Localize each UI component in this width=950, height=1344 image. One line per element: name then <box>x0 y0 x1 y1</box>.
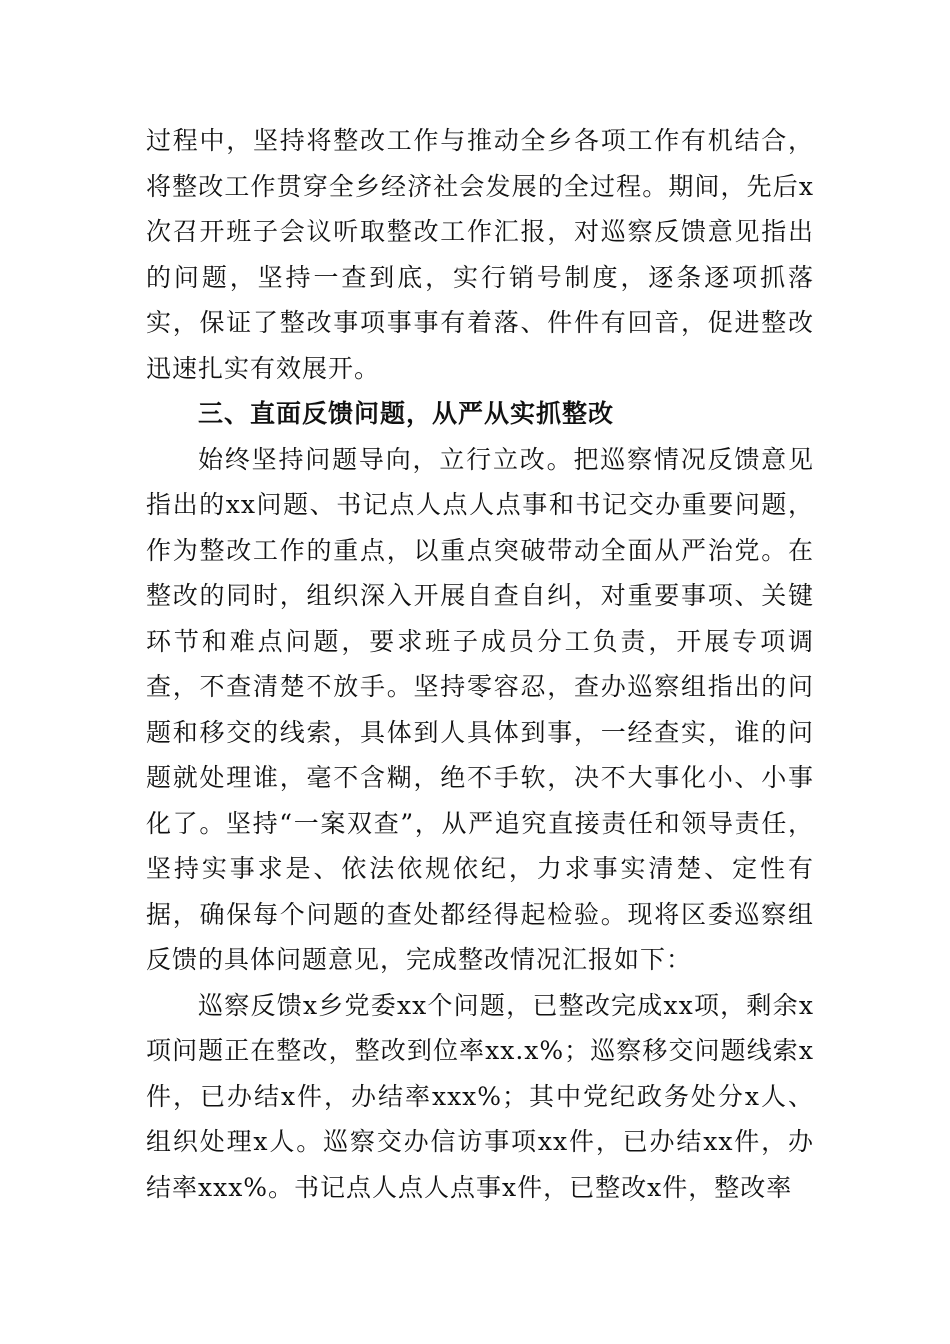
paragraph-rectification-statistics: 巡察反馈x乡党委xx个问题，已整改完成xx项，剩余x项问题正在整改，整改到位率xx.x%；巡察移交问题线索x件，已办结x件，办结率xxx%；其中党纪政务处分x人、组织处理x人。巡察交办信访事项xx件，已办结xx件，办结率xxx%。书记点人点人点事x件，已整改x件，整改率 <box>146 990 814 1202</box>
document-body <box>146 118 814 1210</box>
paragraph-problem-orientation: 始终坚持问题导向，立行立改。把巡察情况反馈意见指出的xx问题、书记点人点人点事和书记交办重要问题，作为整改工作的重点，以重点突破带动全面从严治党。在整改的同时，组织深入开展自查自纠，对重要事项、关键环节和难点问题，要求班子成员分工负责，开展专项调查，不查清楚不放手。坚持零容忍，查办巡察组指出的问题和移交的线索，具体到人具体到事，一经查实，谁的问题就处理谁，毫不含糊，绝不手软，决不大事化小、小事化了。坚持“一案双查”，从严追究直接责任和领导责任，坚持实事求是、依法依规依纪，力求事实清楚、定性有据，确保每个问题的查处都经得起检验。现将区委巡察组反馈的具体问题意见，完成整改情况汇报如下： <box>146 444 814 974</box>
paragraph-continuation: 过程中，坚持将整改工作与推动全乡各项工作有机结合，将整改工作贯穿全乡经济社会发展的全过程。期间，先后x次召开班子会议听取整改工作汇报，对巡察反馈意见指出的问题，坚持一查到底，实行销号制度，逐条逐项抓落实，保证了整改事项事事有着落、件件有回音，促进整改迅速扎实有效展开。 <box>146 126 814 383</box>
section-heading: 三、直面反馈问题，从严从实抓整改 <box>198 399 615 428</box>
